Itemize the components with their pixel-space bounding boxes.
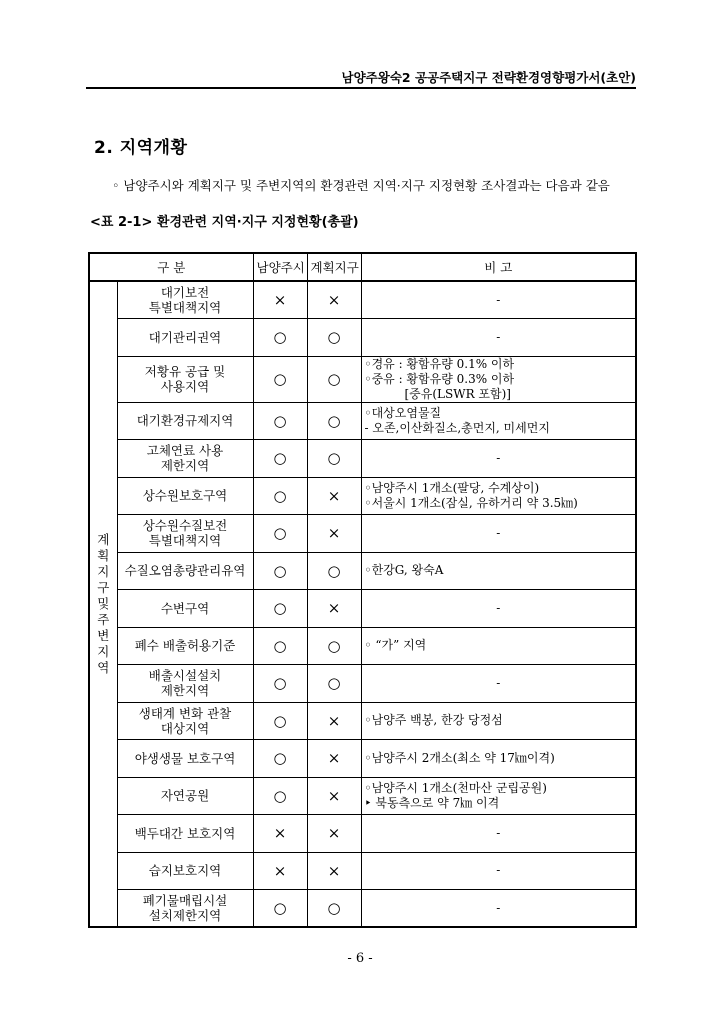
intro-text: ◦ 남양주시와 계획지구 및 주변지역의 환경관련 지역·지구 지정현황 조사결과는 다음과 같음 — [112, 178, 610, 193]
table-row — [89, 590, 636, 628]
note-line: ◦서울시 1개소(잠실, 유하거리 약 3.5㎞) — [364, 495, 578, 510]
city-designation-mark: ○ — [253, 440, 307, 478]
table-row — [89, 477, 636, 515]
table-row — [89, 665, 636, 703]
area-name-line: 폐수 배출허용기준 — [134, 638, 236, 654]
header-note: 비 고 — [361, 253, 636, 281]
note-cell — [361, 627, 636, 665]
area-cell — [117, 515, 253, 553]
city-designation-mark: ○ — [253, 590, 307, 628]
area-name-line: 자연공원 — [160, 788, 210, 804]
area-name-line: 상수원수질보전 — [142, 518, 228, 534]
note-cell — [361, 319, 636, 357]
note-line: - — [496, 900, 501, 915]
site-designation-mark: × — [307, 590, 361, 628]
site-designation-mark: × — [307, 515, 361, 553]
area-name-line: 고체연료 사용 — [146, 443, 224, 459]
area-cell — [117, 440, 253, 478]
group-label: 계획지구 및 주변지역 — [97, 532, 110, 675]
city-designation-mark: ○ — [253, 890, 307, 928]
area-name-line: 야생생물 보호구역 — [134, 750, 236, 766]
document-header-title: 남양주왕숙2 공공주택지구 전략환경영향평가서(초안) — [341, 70, 636, 85]
table-row — [89, 702, 636, 740]
note-cell — [361, 665, 636, 703]
table-row — [89, 890, 636, 928]
area-name-line: 상수원보호구역 — [142, 488, 228, 504]
area-cell — [117, 665, 253, 703]
note-line: ◦경유 : 황함유량 0.1% 이하 — [364, 356, 515, 371]
area-name-line: 사용지역 — [160, 379, 210, 394]
area-cell — [117, 702, 253, 740]
area-cell — [117, 477, 253, 515]
note-cell — [361, 702, 636, 740]
area-name-line: 습지보호지역 — [148, 863, 222, 879]
area-cell — [117, 281, 253, 319]
area-cell — [117, 627, 253, 665]
note-line: ◦남양주시 1개소(팔당, 수계상이) — [364, 480, 540, 495]
table-row — [89, 440, 636, 478]
city-designation-mark: × — [253, 815, 307, 853]
note-line: - — [496, 600, 501, 615]
city-designation-mark: ○ — [253, 627, 307, 665]
city-designation-mark: ○ — [253, 665, 307, 703]
note-line: - — [496, 450, 501, 465]
note-cell — [361, 356, 636, 402]
table-row — [89, 627, 636, 665]
note-cell — [361, 740, 636, 778]
city-designation-mark: × — [253, 281, 307, 319]
city-designation-mark: ○ — [253, 477, 307, 515]
area-name-line: 대상지역 — [160, 720, 210, 736]
area-name-line: 백두대간 보호지역 — [134, 825, 236, 841]
note-cell — [361, 590, 636, 628]
area-name-line: 대기환경규제지역 — [136, 413, 234, 429]
table-row — [89, 552, 636, 590]
note-line: - — [496, 525, 501, 540]
note-line: ◦한강G, 왕숙A — [364, 563, 444, 578]
area-cell — [117, 777, 253, 815]
area-cell — [117, 815, 253, 853]
note-cell — [361, 852, 636, 890]
note-line: - — [496, 675, 501, 690]
note-line: - — [496, 825, 501, 840]
note-cell — [361, 477, 636, 515]
city-designation-mark: × — [253, 852, 307, 890]
table-row — [89, 281, 636, 319]
note-line: ◦ “가” 지역 — [364, 638, 427, 653]
table-row — [89, 740, 636, 778]
area-name-line: 특별대책지역 — [148, 300, 222, 315]
area-name-line: 설치제한지역 — [148, 908, 222, 923]
note-line: [중유(LSWR 포함)] — [404, 386, 511, 401]
note-line: ◦남양주시 1개소(천마산 군립공원) — [364, 780, 547, 795]
site-designation-mark: ○ — [307, 665, 361, 703]
area-cell — [117, 890, 253, 928]
header-category: 구 분 — [89, 253, 253, 281]
city-designation-mark: ○ — [253, 319, 307, 357]
note-cell — [361, 515, 636, 553]
area-cell — [117, 852, 253, 890]
note-line: ◦중유 : 황함유량 0.3% 이하 — [364, 371, 515, 386]
area-name-line: 폐기물매립시설 — [142, 893, 228, 908]
area-cell — [117, 552, 253, 590]
area-cell — [117, 402, 253, 440]
note-line: - 오존,이산화질소,총먼지, 미세먼지 — [364, 420, 550, 435]
city-designation-mark: ○ — [253, 777, 307, 815]
site-designation-mark: ○ — [307, 552, 361, 590]
note-cell — [361, 815, 636, 853]
city-designation-mark: ○ — [253, 402, 307, 440]
table-row — [89, 319, 636, 357]
table-row — [89, 402, 636, 440]
note-cell — [361, 552, 636, 590]
note-line: ◦대상오염물질 — [364, 405, 442, 420]
header-site: 계획지구 — [307, 253, 361, 281]
table-header-row — [89, 253, 636, 281]
area-name-line: 대기관리권역 — [148, 329, 222, 345]
site-designation-mark: ○ — [307, 890, 361, 928]
site-designation-mark: ○ — [307, 402, 361, 440]
site-designation-mark: × — [307, 281, 361, 319]
area-name-line: 특별대책지역 — [148, 533, 222, 549]
site-designation-mark: ○ — [307, 319, 361, 357]
area-name-line: 제한지역 — [160, 458, 210, 474]
site-designation-mark: × — [307, 740, 361, 778]
area-cell — [117, 590, 253, 628]
group-label-cell — [89, 281, 117, 927]
city-designation-mark: ○ — [253, 356, 307, 402]
site-designation-mark: × — [307, 477, 361, 515]
table-row — [89, 815, 636, 853]
note-line: - — [496, 329, 501, 344]
area-cell — [117, 319, 253, 357]
city-designation-mark: ○ — [253, 515, 307, 553]
section-title: 2. 지역개황 — [94, 138, 188, 158]
header-city: 남양주시 — [253, 253, 307, 281]
note-cell — [361, 777, 636, 815]
table-row — [89, 777, 636, 815]
city-designation-mark: ○ — [253, 552, 307, 590]
area-cell — [117, 356, 253, 402]
regions-table — [88, 252, 637, 928]
area-name-line: 수질오염총량관리유역 — [124, 563, 246, 579]
area-name-line: 제한지역 — [160, 683, 210, 699]
site-designation-mark: ○ — [307, 356, 361, 402]
area-name-line: 생태계 변화 관찰 — [138, 705, 232, 721]
city-designation-mark: ○ — [253, 740, 307, 778]
note-line: - — [496, 863, 501, 878]
note-cell — [361, 890, 636, 928]
area-name-line: 대기보전 — [160, 285, 210, 300]
note-line: ◦남양주 백봉, 한강 당정섬 — [364, 713, 503, 728]
site-designation-mark: ○ — [307, 627, 361, 665]
note-cell — [361, 402, 636, 440]
site-designation-mark: × — [307, 702, 361, 740]
table-row — [89, 515, 636, 553]
table-row — [89, 356, 636, 402]
site-designation-mark: × — [307, 815, 361, 853]
area-name-line: 배출시설설치 — [148, 668, 222, 684]
area-cell — [117, 740, 253, 778]
note-line: - — [496, 292, 501, 307]
city-designation-mark: ○ — [253, 702, 307, 740]
table-body — [89, 281, 636, 927]
table-row — [89, 852, 636, 890]
note-cell — [361, 281, 636, 319]
note-line: ‣ 북동측으로 약 7㎞ 이격 — [364, 795, 500, 810]
site-designation-mark: × — [307, 852, 361, 890]
site-designation-mark: ○ — [307, 440, 361, 478]
note-line: ◦남양주시 2개소(최소 약 17㎞이격) — [364, 750, 555, 765]
area-name-line: 수변구역 — [160, 600, 210, 616]
site-designation-mark: × — [307, 777, 361, 815]
note-cell — [361, 440, 636, 478]
header-rule — [86, 87, 636, 89]
page-number: - 6 - — [347, 951, 373, 966]
area-name-line: 저황유 공급 및 — [144, 364, 226, 379]
table-caption: <표 2-1> 환경관련 지역·지구 지정현황(총괄) — [90, 215, 359, 230]
